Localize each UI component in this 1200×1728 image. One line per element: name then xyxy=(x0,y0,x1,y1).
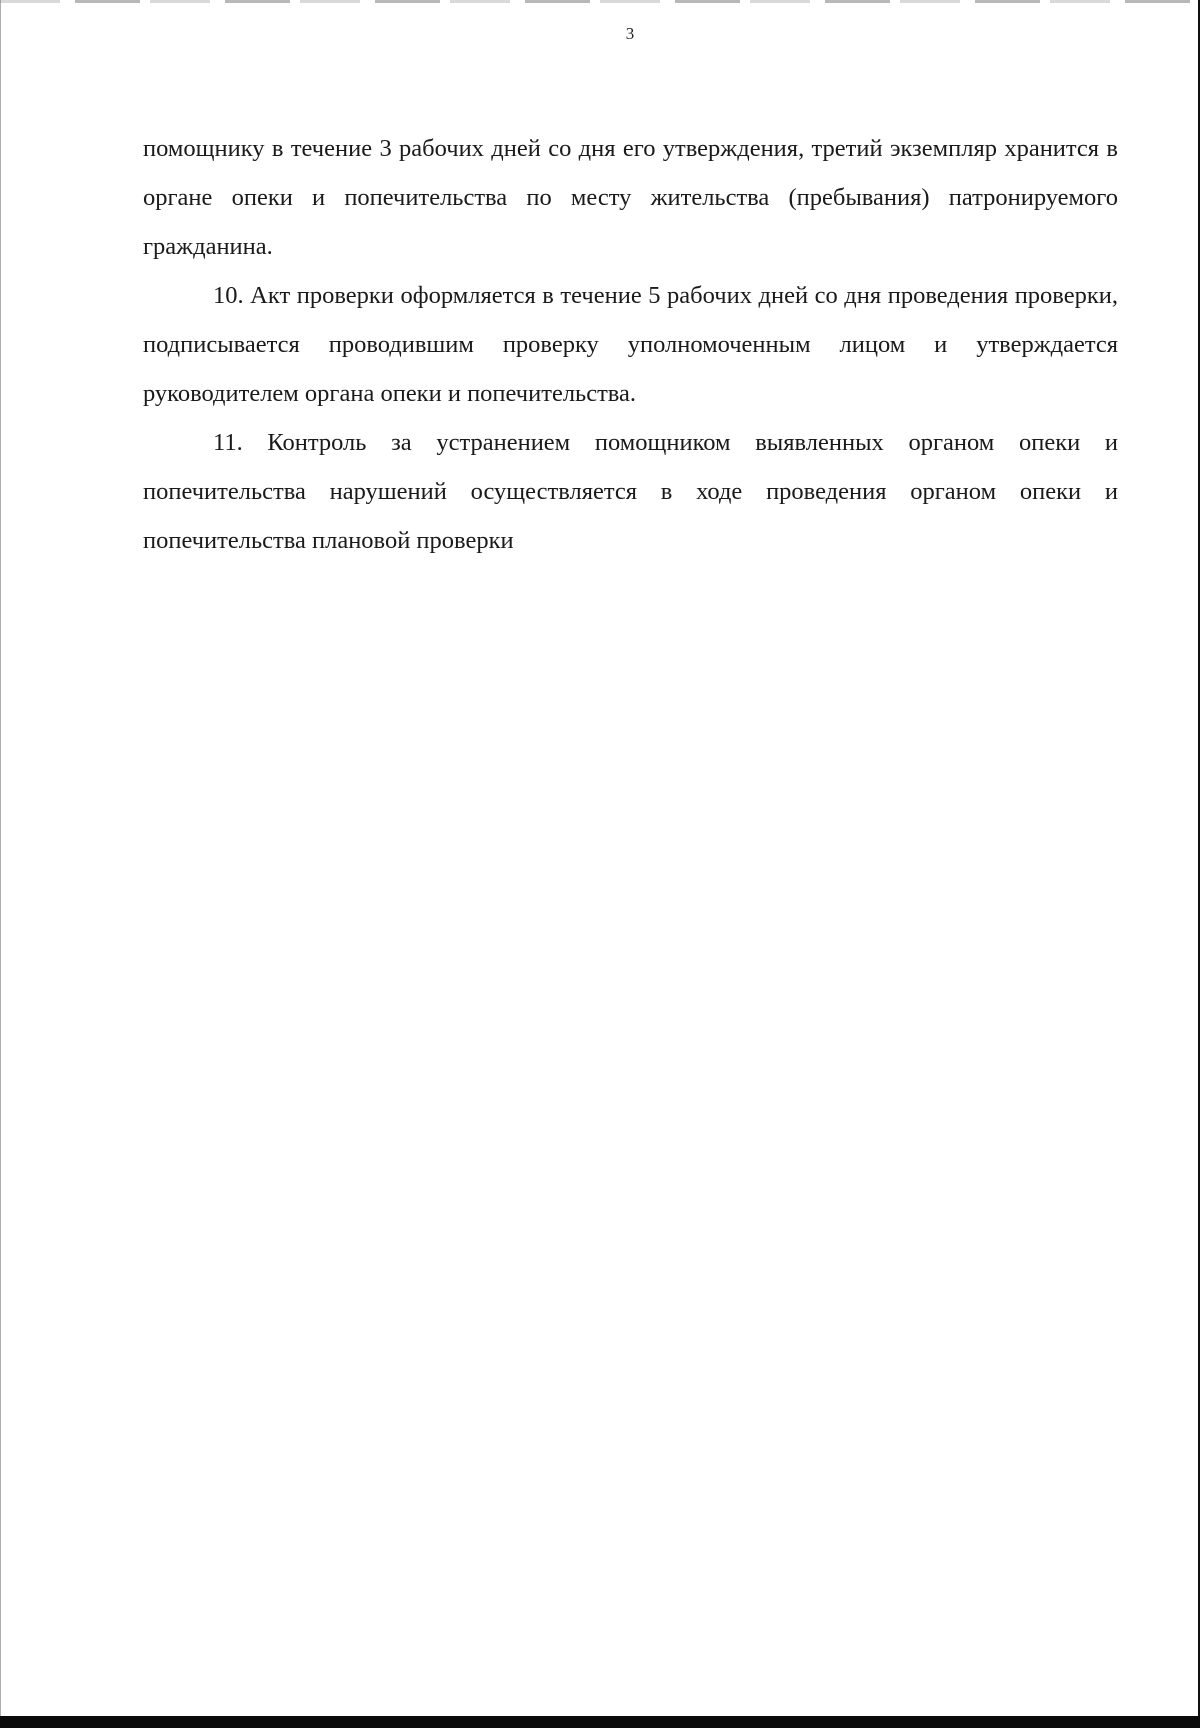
scan-edge-bottom xyxy=(0,1716,1200,1728)
paragraph-11: 11. Контроль за устранением помощником выявленных органом опеки и попечительства нарушений осуществляется в ходе проведения органом опеки и попечительства плановой проверки xyxy=(143,429,1118,554)
page-number: 3 xyxy=(625,24,635,43)
scan-edge-left xyxy=(0,0,1,1728)
document-body xyxy=(143,124,1118,565)
scan-edge-top xyxy=(0,0,1200,3)
paragraph-continued: помощнику в течение 3 рабочих дней со дня его утверждения, третий экземпляр хранится в органе опеки и попечительства по месту жительства (пребывания) патронируемого гражданина. xyxy=(143,135,1118,260)
paragraph-10: 10. Акт проверки оформляется в течение 5 рабочих дней со дня проведения проверки, подписывается проводившим проверку уполномоченным лицом и утверждается руководителем органа опеки и попечительства. xyxy=(143,282,1118,407)
